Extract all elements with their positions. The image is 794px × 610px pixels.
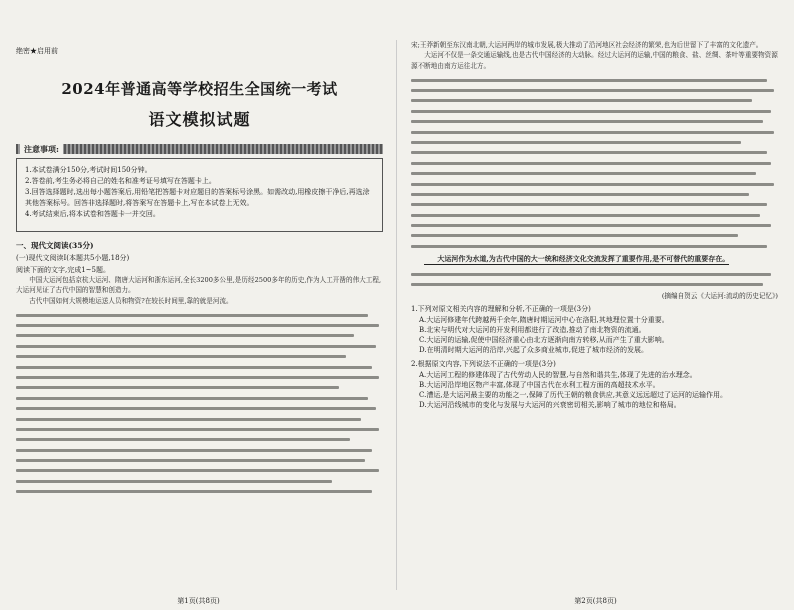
q2-option-b: B.大运河沿岸地区物产丰富,体现了中国古代在水利工程方面的高超技术水平。	[419, 381, 660, 390]
notice-header-bar	[16, 144, 383, 154]
notice-item: 4.考试结束后,将本试卷和答题卡一并交回。	[25, 210, 160, 218]
page-footer: 第2页(共8页)	[574, 597, 617, 605]
passage-paragraph: 古代中国如何大规模地运送人员和物资?在较长时间里,靠的就是河流。	[29, 296, 233, 305]
passage-body-lines	[411, 273, 778, 286]
notice-box	[16, 158, 383, 232]
right-page	[397, 0, 794, 610]
subsection-heading: (一)现代文阅读Ⅰ(本题共5小题,18分)	[16, 254, 130, 262]
q1-option-b: B.北宋与明代对大运河的开发利用都进行了改造,推动了南北物资的流通。	[419, 326, 646, 335]
question-1: 1.下列对原文相关内容的理解和分析,不正确的一项是(3分)	[411, 305, 591, 314]
q1-option-a: A.大运河修建年代跨越两千余年,隋唐时期运河中心在洛阳,其地理位置十分重要。	[419, 316, 669, 325]
secret-stamp: 绝密★启用前	[16, 47, 58, 55]
highlighted-sentence	[411, 254, 778, 265]
q2-option-a: A.大运河工程的修建体现了古代劳动人民的智慧,与自然和谐共生,体现了先进的治水理念。	[419, 371, 697, 380]
question-2: 2.根据原文内容,下列说法不正确的一项是(3分)	[411, 360, 556, 369]
notice-item: 3.回答选择题时,选出每小题答案后,用铅笔把答题卡对应题目的答案标号涂黑。如需改动,用橡皮擦干净后,再选涂其他答案标号。回答非选择题时,将答案写在答题卡上,写在本试卷上无效。	[25, 188, 370, 207]
exam-title: 2024年普通高等学校招生全国统一考试	[61, 80, 338, 98]
notice-item: 2.答卷前,考生务必将自己的姓名和准考证号填写在答题卡上。	[25, 177, 216, 185]
q2-option-c: C.漕运,是大运河最主要的功能之一,保障了历代王朝的粮食供应,其意义远远超过了运河的运输作用。	[419, 391, 728, 400]
q2-option-d: D.大运河沿线城市的变化与发展与大运河的兴衰密切相关,影响了城市的地位和格局。	[419, 401, 681, 410]
passage-body-lines	[411, 79, 778, 248]
notice-item: 1.本试卷满分150分,考试时间150分钟。	[25, 166, 152, 174]
section-heading: 一、现代文阅读(35分)	[16, 241, 94, 250]
q1-option-d: D.在明清时期大运河的沿岸,兴起了众多商业城市,促进了城市经济的发展。	[419, 346, 649, 355]
q1-option-c: C.大运河的运输,促使中国经济重心由北方逐渐向南方转移,从而产生了重大影响。	[419, 336, 669, 345]
page-footer: 第1页(共8页)	[177, 597, 220, 605]
highlight-text: 大运河作为水道,为古代中国的大一统和经济文化交流发挥了重要作用,是不可替代的重要存在。	[424, 254, 729, 265]
instruction: 阅读下面的文字,完成1~5题。	[16, 266, 110, 274]
passage-body-lines	[16, 314, 383, 494]
passage-paragraph: 宋;王莽新朝至东汉南北朝,大运河两岸的城市发展,极大推动了沿河地区社会经济的繁荣,也为后世留下了丰富的文化遗产。	[411, 41, 763, 49]
source-citation: (摘编自贺云《大运河:流动的历史记忆》)	[661, 292, 778, 301]
passage-paragraph: 大运河不仅是一条交通运输线,也是古代中国经济的大动脉。经过大运河的运输,中国的粮食、盐、丝绸、茶叶等重要物资源源不断地由南方运往北方。	[411, 51, 778, 70]
notice-label: 注意事项:	[20, 143, 63, 155]
exam-subtitle: 语文模拟试题	[148, 110, 251, 129]
passage-paragraph: 中国大运河包括京杭大运河、隋唐大运河和浙东运河,全长3200多公里,是历经2500多年的历史,作为人工开凿的伟大工程,大运河见证了古代中国的智慧和创造力。	[16, 276, 382, 295]
